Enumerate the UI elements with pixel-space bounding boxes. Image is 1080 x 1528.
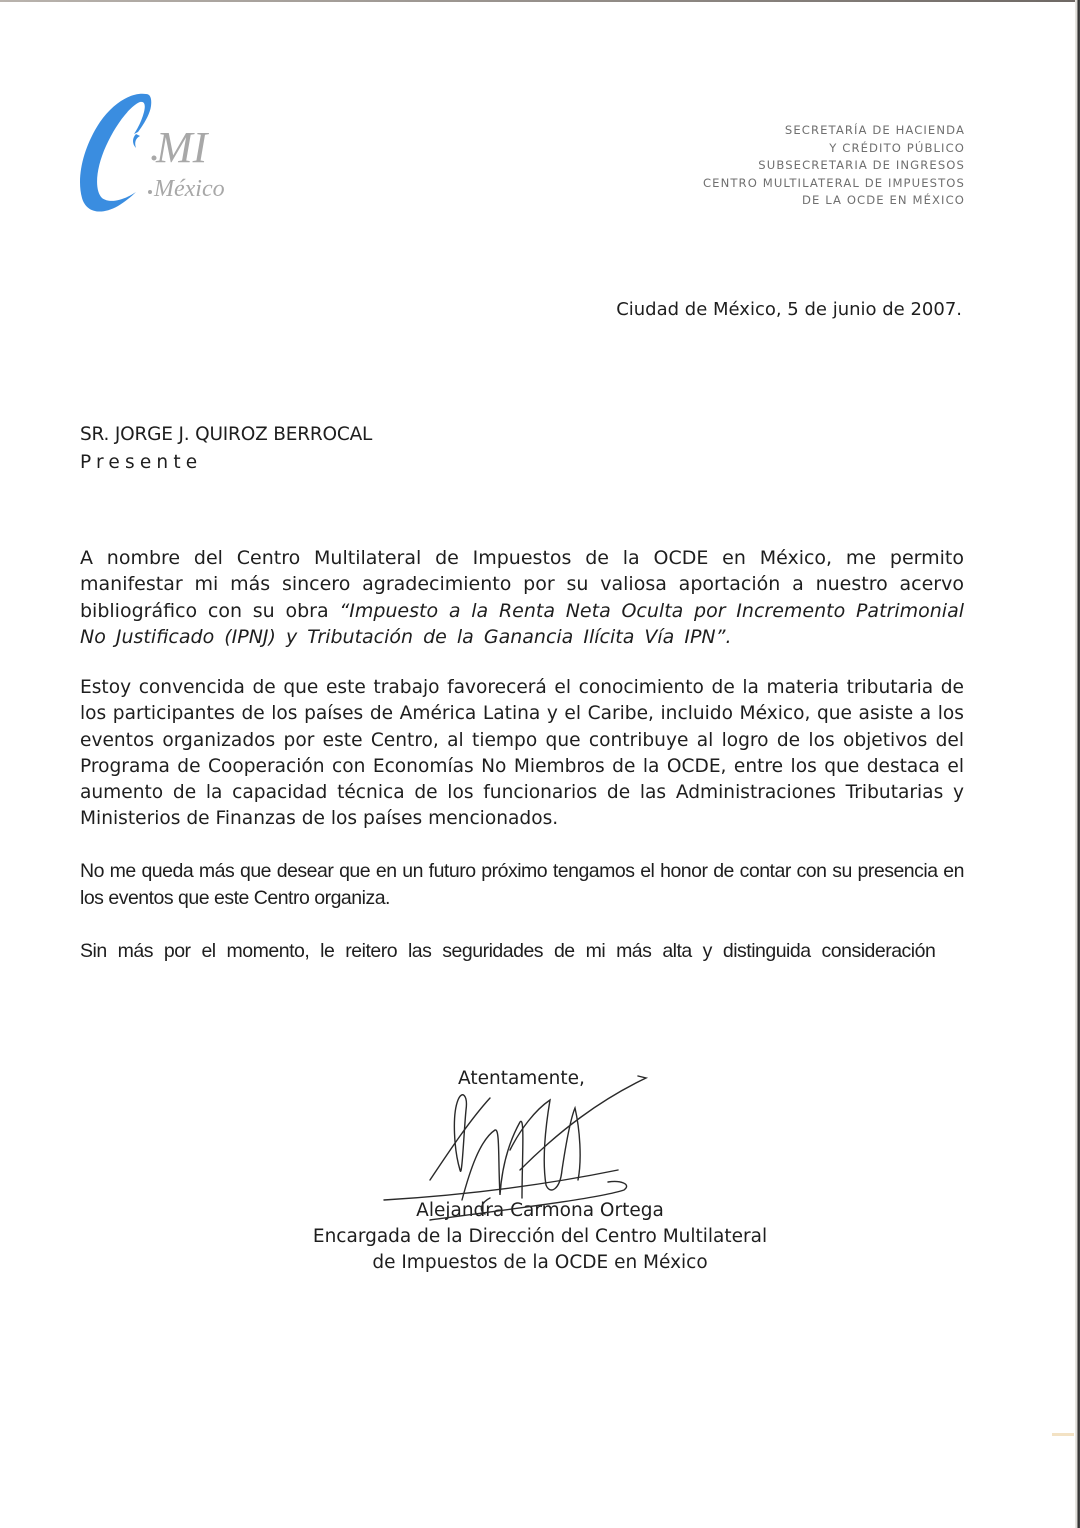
body-paragraph-3: No me queda más que desear que en un futuro próximo tengamos el honor de contar con su presencia en los eventos que este Centro organiza. [80,860,964,909]
page-top-edge [0,0,1080,2]
signature-stroke [454,1095,466,1172]
signer-name: Alejandra Carmona Ortega [416,1200,664,1221]
signature-stroke [510,1100,580,1190]
page-right-edge [1075,0,1080,1528]
letter-date: Ciudad de México, 5 de junio de 2007. [616,299,962,320]
logo-mi-text: MI [156,123,208,172]
logo-c-hook [133,134,140,148]
addressee-salutation: Presente [80,452,203,473]
signer-title-line-1: Encargada de la Dirección del Centro Multilateral [312,1226,768,1247]
valediction: Atentamente, [458,1068,585,1089]
work-title: “Impuesto a la Renta Neta Oculta por Incremento Patrimonial No Justificado (IPNJ) y Tributación de la Ganancia Ilícita Vía IPN”. [80,599,964,648]
signature-stroke [520,1076,646,1170]
logo-mexico-text: México [154,176,225,202]
header-line: SECRETARÍA DE HACIENDA [784,123,965,137]
signer-title-line-2: de Impuestos de la OCDE en México [372,1252,708,1273]
paragraph-1-text: A nombre del Centro Multilateral de Impuestos de la OCDE en México, me permito manifestar mi más sincero agradecimiento por su valiosa aportación a nuestro acervo bibliográfico con su obra [80,547,964,622]
logo-dot-1 [152,156,157,161]
body-paragraph-2: Estoy convencida de que este trabajo favorecerá el conocimiento de la materia tributaria de los participantes de los países de América Latina y el Caribe, incluido México, que asiste a los eventos organizados por este Centro, al tiempo que contribuye al logro de los objetivos del Programa de Cooperación con Economías No Miembros de la OCDE, entre los que destaca el aumento de la capacidad técnica de los funcionarios de las Administraciones Tributarias y Ministerios de Finanzas de los países mencionados. [80,677,964,830]
scan-smudge [1052,1433,1074,1436]
header-line: CENTRO MULTILATERAL DE IMPUESTOS [702,175,965,190]
addressee-name: SR. JORGE J. QUIROZ BERROCAL [80,424,373,445]
header-line: Y CRÉDITO PÚBLICO [829,140,965,155]
body-paragraph-1 [80,545,964,650]
signature-stroke [430,1181,627,1220]
cmi-mexico-logo [74,88,234,218]
handwritten-signature [370,1070,660,1230]
logo-c-swoosh [80,94,151,212]
logo-dot-2 [148,190,152,194]
header-line: SUBSECRETARIA DE INGRESOS [758,158,965,173]
header-line: DE LA OCDE EN MÉXICO [801,193,965,208]
institution-header [703,122,965,210]
body-paragraph-4: Sin más por el momento, le reitero las seguridades de mi más alta y distinguida consideración [80,940,936,962]
